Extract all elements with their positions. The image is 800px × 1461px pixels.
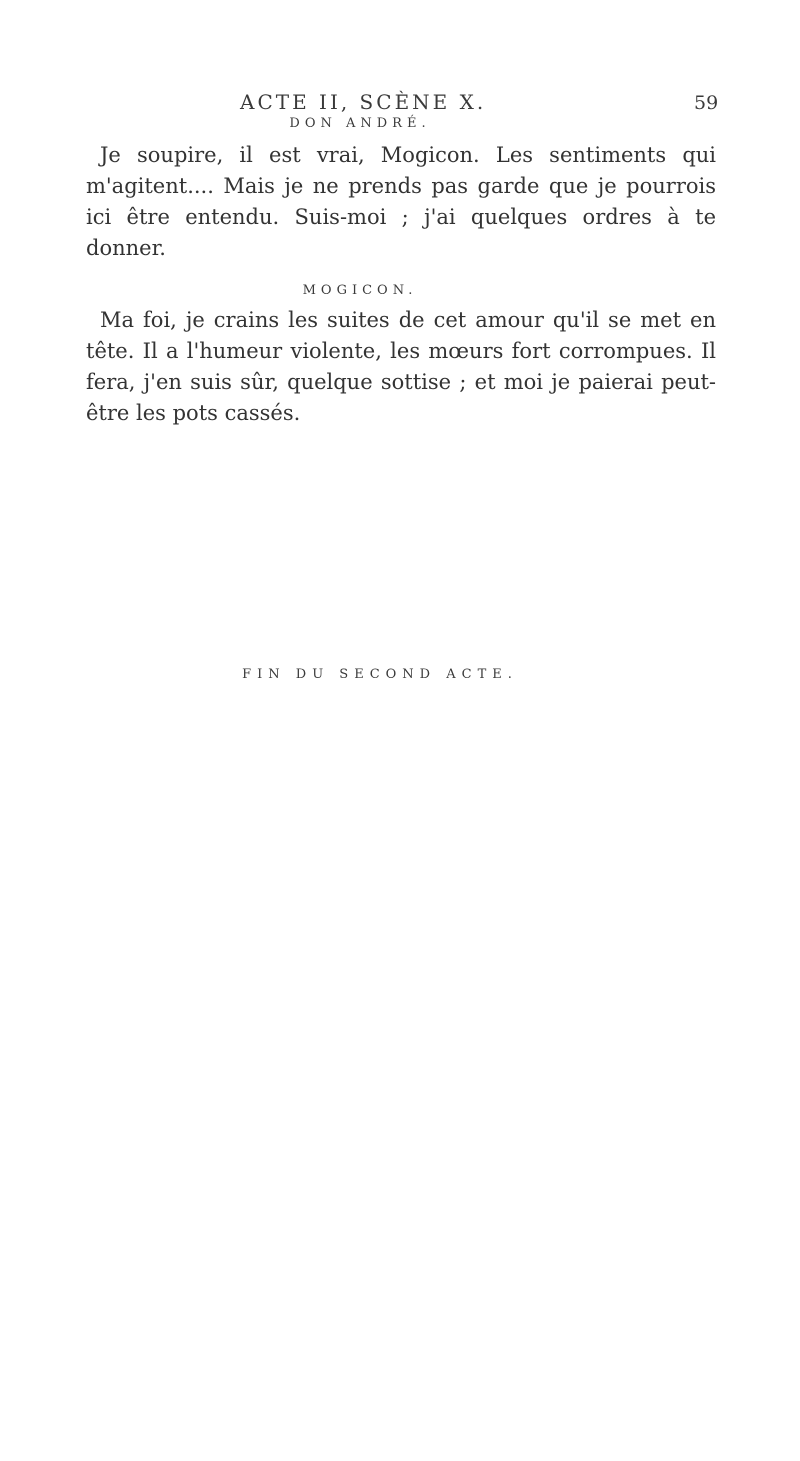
speaker-name-mogicon: MOGICON. [302, 283, 418, 298]
page-number: 59 [694, 92, 719, 114]
speech-don-andre: Je soupire, il est vrai, Mogicon. Les sentiments qui m'agitent.... Mais je ne prends pas garde que je pourrois ici être entendu. Suis-moi ; j'ai quelques ordres à te donner. [86, 143, 716, 260]
speech-mogicon: Ma foi, je crains les suites de cet amour qu'il se met en tête. Il a l'humeur violente, les mœurs fort corrompues. Il fera, j'en suis sûr, quelque sottise ; et moi je paierai peut-être les pots cassés. [86, 308, 716, 425]
speaker-name-don-andre: DON ANDRÉ. [289, 116, 431, 131]
running-head: ACTE II, SCÈNE X. [240, 90, 487, 114]
end-of-act-mark: FIN DU SECOND ACTE. [242, 667, 518, 682]
